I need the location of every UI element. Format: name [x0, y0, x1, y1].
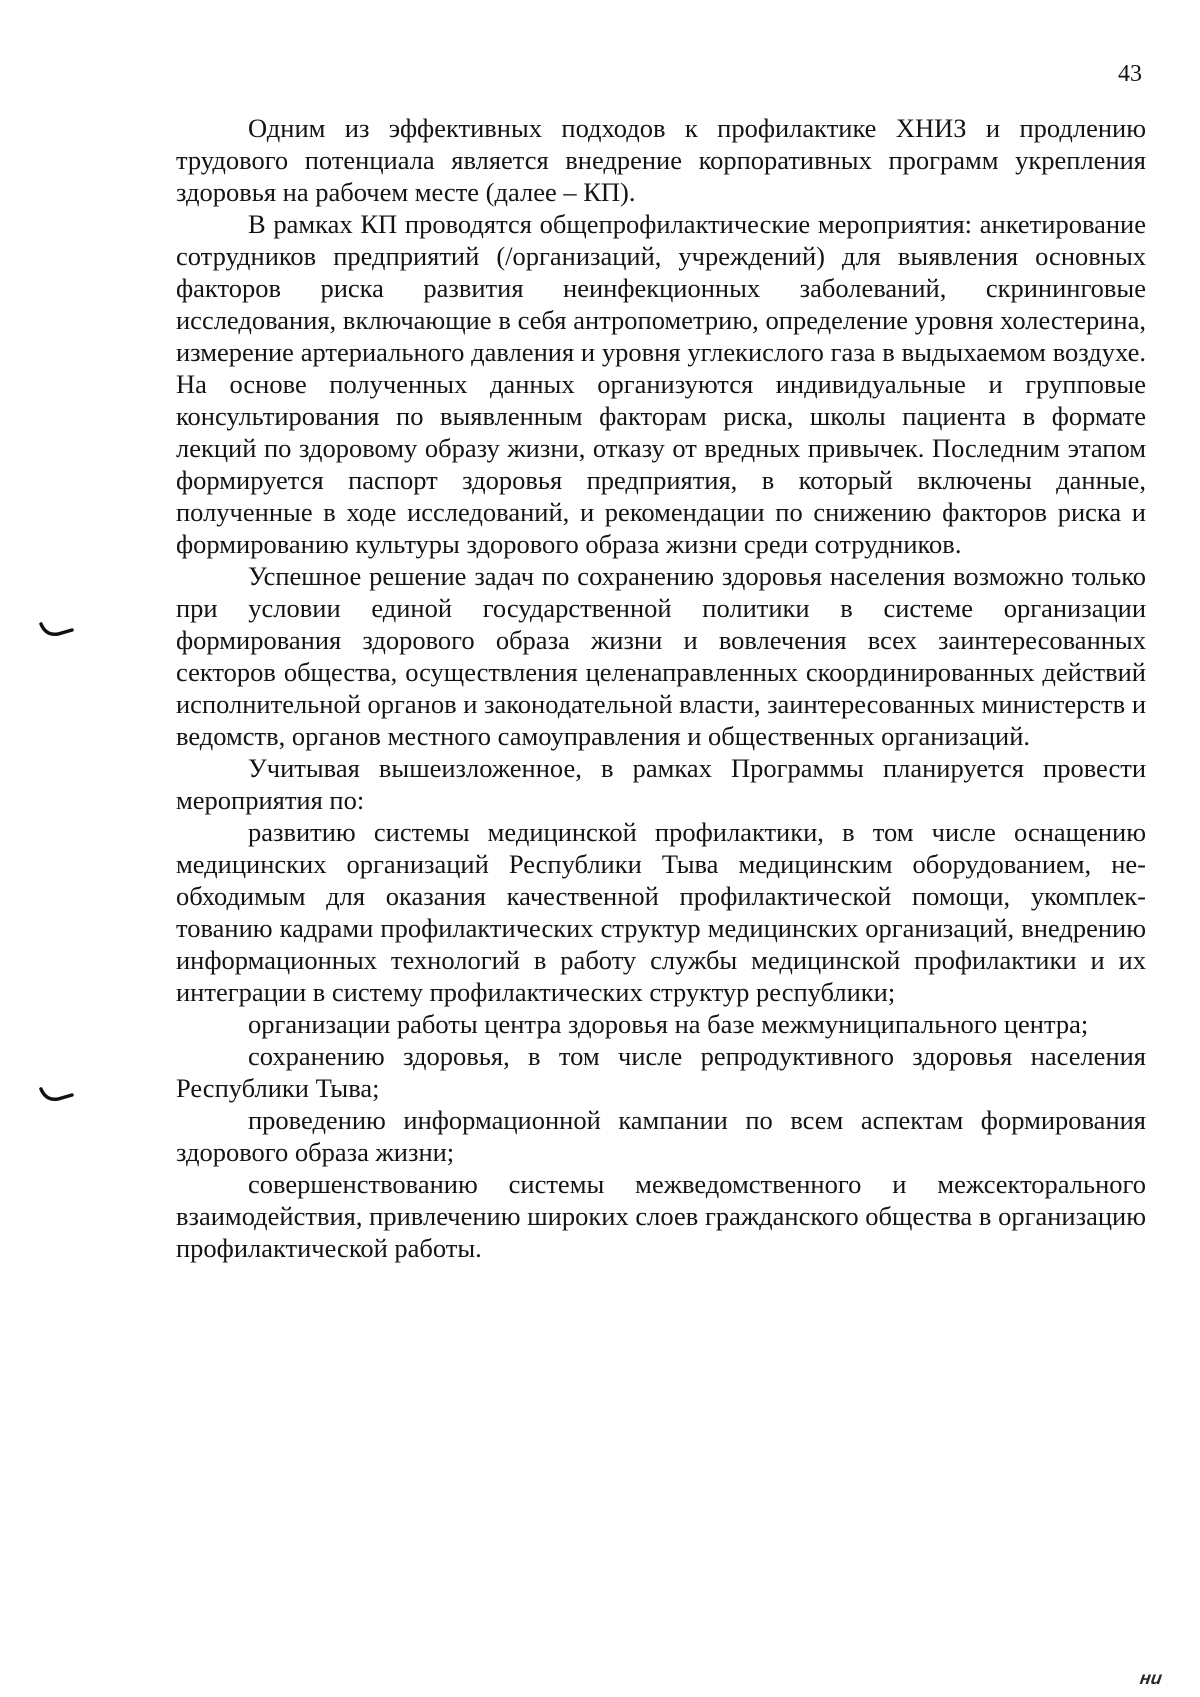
paragraph-program-measures: Учитывая вышеизложенное, в рамках Программы планируется провести мероприятия по: [176, 753, 1146, 815]
binder-mark [38, 620, 78, 642]
list-item-health-center: организации работы центра здоровья на базе межмуниципального центра; [248, 1009, 1089, 1039]
list-item-information-campaign: проведению информационной кампании по всем аспектам формирования здорового образа жизни; [176, 1105, 1146, 1167]
list-item-medical-prevention: развитию системы медицинской профилактики, в том числе оснащению медицинских организаций Республики Тыва медицинским оборудованием, необходимым для оказания качественной профилактической помощи, укомплектованию кадрами профилактических структур медицинских организаций, внедрению информационных технологий в работу службы медицинской профилактики и их интеграции в систему профилактических структур республики; [176, 817, 1146, 1007]
page-number: 43 [1118, 61, 1142, 87]
list-item-interagency-cooperation: совершенствованию системы межведомственного и межсекторального взаимодействия, привлечению широких слоев гражданского общества в организацию профилактической работы. [176, 1169, 1146, 1263]
paragraph-state-policy: Успешное решение задач по сохранению здоровья населения возможно только при условии единой государственной политики в системе организации формирования здорового образа жизни и вовлечения всех заинтересованных секторов общества, осуществления целенаправленных скоординированных действий исполнительной органов и законодательной власти, заинтересованных министерств и ведомств, органов местного самоуправления и общественных организаций. [176, 561, 1146, 751]
paragraph-kp-activities: В рамках КП проводятся общепрофилактические мероприятия: анкетирование сотрудников предприятий (/организаций, учреждений) для выявления основных факторов риска развития неинфекционных заболеваний, скрининговые исследования, включающие в себя антропометрию, определение уровня холестерина, измерение артериального давления и уровня углекислого газа в выдыхаемом воздухе. На основе полученных данных организуются индивидуальные и групповые консультирования по выявленным факторам риска, школы пациента в формате лекций по здоровому образу жизни, отказу от вредных привычек. Последним этапом формируется паспорт здоровья предприятия, в который включены данные, полученные в ходе исследований, и рекомендации по снижению факторов риска и формированию культуры здорового образа жизни среди сотрудников. [176, 209, 1146, 559]
binder-mark [38, 1085, 78, 1107]
handwritten-corner-mark: ни [1138, 1668, 1164, 1688]
body-text [176, 112, 1146, 1264]
list-item-reproductive-health: сохранению здоровья, в том числе репродуктивного здоровья населения Республики Тыва; [176, 1041, 1146, 1103]
paragraph-intro: Одним из эффективных подходов к профилактике ХНИЗ и продлению трудового потенциала является внедрение корпоративных программ укрепления здоровья на рабочем месте (далее – КП). [176, 113, 1146, 207]
